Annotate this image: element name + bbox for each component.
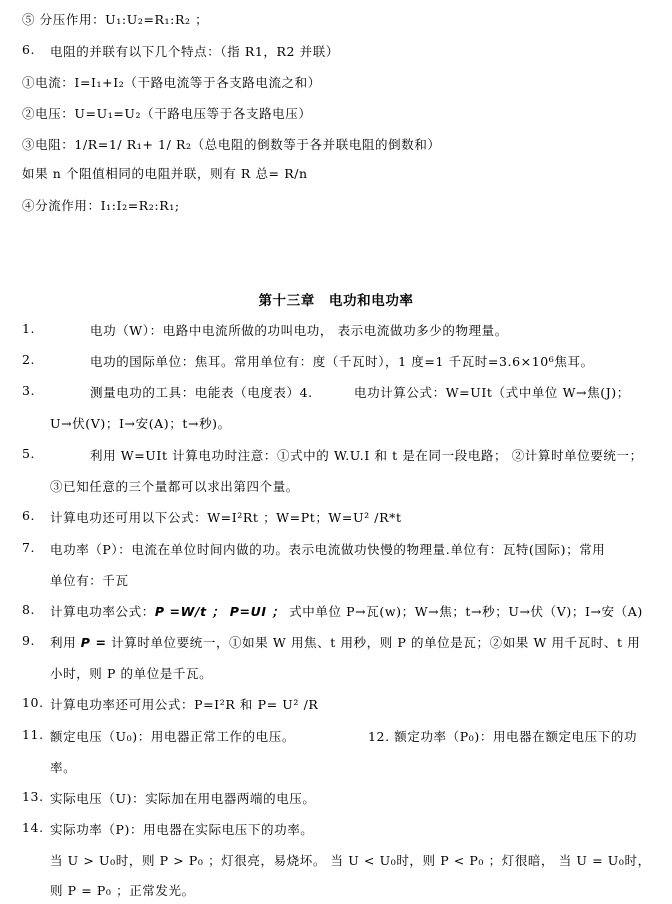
item-text: 当 U > U₀时，则 P > P₀ ；灯很亮，易烧坏。 当 U < U₀时，则 P < P₀ ；灯很暗， 当 U = U₀时， xyxy=(50,853,651,868)
item-text: 利用 xyxy=(50,635,77,650)
item-text xyxy=(50,602,643,620)
chapter-title: 第十三章 电功和电功率 xyxy=(258,293,414,309)
item-text xyxy=(50,633,640,651)
item-text: 测量电功的工具：电能表（电度表）4. xyxy=(90,385,313,400)
item-number: 9. xyxy=(22,633,36,648)
item-number: 13. xyxy=(22,789,44,804)
item-text: 实际电压（U)：实际加在用电器两端的电压。 xyxy=(50,791,316,806)
item-number: 7. xyxy=(22,540,36,555)
item-text: 计算时单位要统一，①如果 W 用焦、t 用秒，则 P 的单位是瓦；②如果 W 用千瓦时、t 用 xyxy=(106,635,641,650)
item-text: 单位有：千瓦 xyxy=(50,573,129,588)
item-number: 14. xyxy=(22,820,44,835)
parallel-current: ①电流：I=I₁+I₂（干路电流等于各支路电流之和） xyxy=(22,75,321,90)
power-formula: P =W/t ； P=UI ； xyxy=(154,604,285,619)
item-text: 额定电压（U₀)：用电器正常工作的电压。 xyxy=(50,729,295,744)
item-text: U→伏(V)；I→安(A)；t→秒)。 xyxy=(50,416,231,431)
item-text: 则 P = P₀ ；正常发光。 xyxy=(50,883,195,898)
parallel-heading: 电阻的并联有以下几个特点：（指 R1，R2 并联） xyxy=(50,44,339,59)
item-number: 10. xyxy=(22,695,44,710)
item-text: 12. 额定功率（P₀)：用电器在额定电压下的功 xyxy=(368,729,638,744)
item-text: 计算电功还可用以下公式：W=I²Rt ；W=Pt；W=U² /R*t xyxy=(50,510,402,525)
item-number: 11. xyxy=(22,727,44,742)
item-number: 8. xyxy=(22,602,36,617)
parallel-voltage: ②电压：U=U₁=U₂（干路电压等于各支路电压） xyxy=(22,106,312,121)
item-text: 实际功率（P)：用电器在实际电压下的功率。 xyxy=(50,822,314,837)
item-text: ③已知任意的三个量都可以求出第四个量。 xyxy=(50,479,299,494)
current-division: ④分流作用：I₁:I₂=R₂:R₁; xyxy=(22,198,180,213)
item-number: 6. xyxy=(22,42,36,57)
n-equal-resistors: 如果 n 个阻值相同的电阻并联，则有 R 总= R/n xyxy=(22,166,308,181)
item-text: 利用 W=UIt 计算电功时注意：①式中的 W.U.I 和 t 是在同一段电路； ②计算时单位要统一； xyxy=(90,448,643,463)
item-number: 2. xyxy=(22,352,36,367)
item-number: 5. xyxy=(22,446,36,461)
item-text: 电功（W）：电路中电流所做的功叫电功， 表示电流做功多少的物理量。 xyxy=(90,323,508,338)
parallel-resistance: ③电阻：1/R=1/ R₁+ 1/ R₂（总电阻的倒数等于各并联电阻的倒数和） xyxy=(22,137,441,152)
item-text: 计算电功率公式： xyxy=(50,604,155,619)
power-formula: P = xyxy=(80,635,107,650)
item-number: 6. xyxy=(22,508,36,523)
top-line-1: ⑤ 分压作用：U₁:U₂=R₁:R₂ ； xyxy=(22,12,209,27)
item-text: 电功率（P）：电流在单位时间内做的功。表示电流做功快慢的物理量.单位有：瓦特(国际)；常用 xyxy=(50,542,606,557)
item-text: 率。 xyxy=(50,760,77,775)
item-text: 计算电功率还可用公式：P=I²R 和 P= U² /R xyxy=(50,697,319,712)
item-number: 1. xyxy=(22,321,36,336)
item-text: 式中单位 P→瓦(w)；W→焦；t→秒；U→伏（V)；I→安（A) xyxy=(284,604,643,619)
item-text: 小时，则 P 的单位是千瓦。 xyxy=(50,666,213,681)
item-text: 电功计算公式：W=UIt（式中单位 W→焦(J)； xyxy=(354,385,630,400)
item-text: 电功的国际单位：焦耳。常用单位有：度（千瓦时），1 度=1 千瓦时=3.6×10⁶焦耳。 xyxy=(90,354,594,369)
item-number: 3. xyxy=(22,383,36,398)
